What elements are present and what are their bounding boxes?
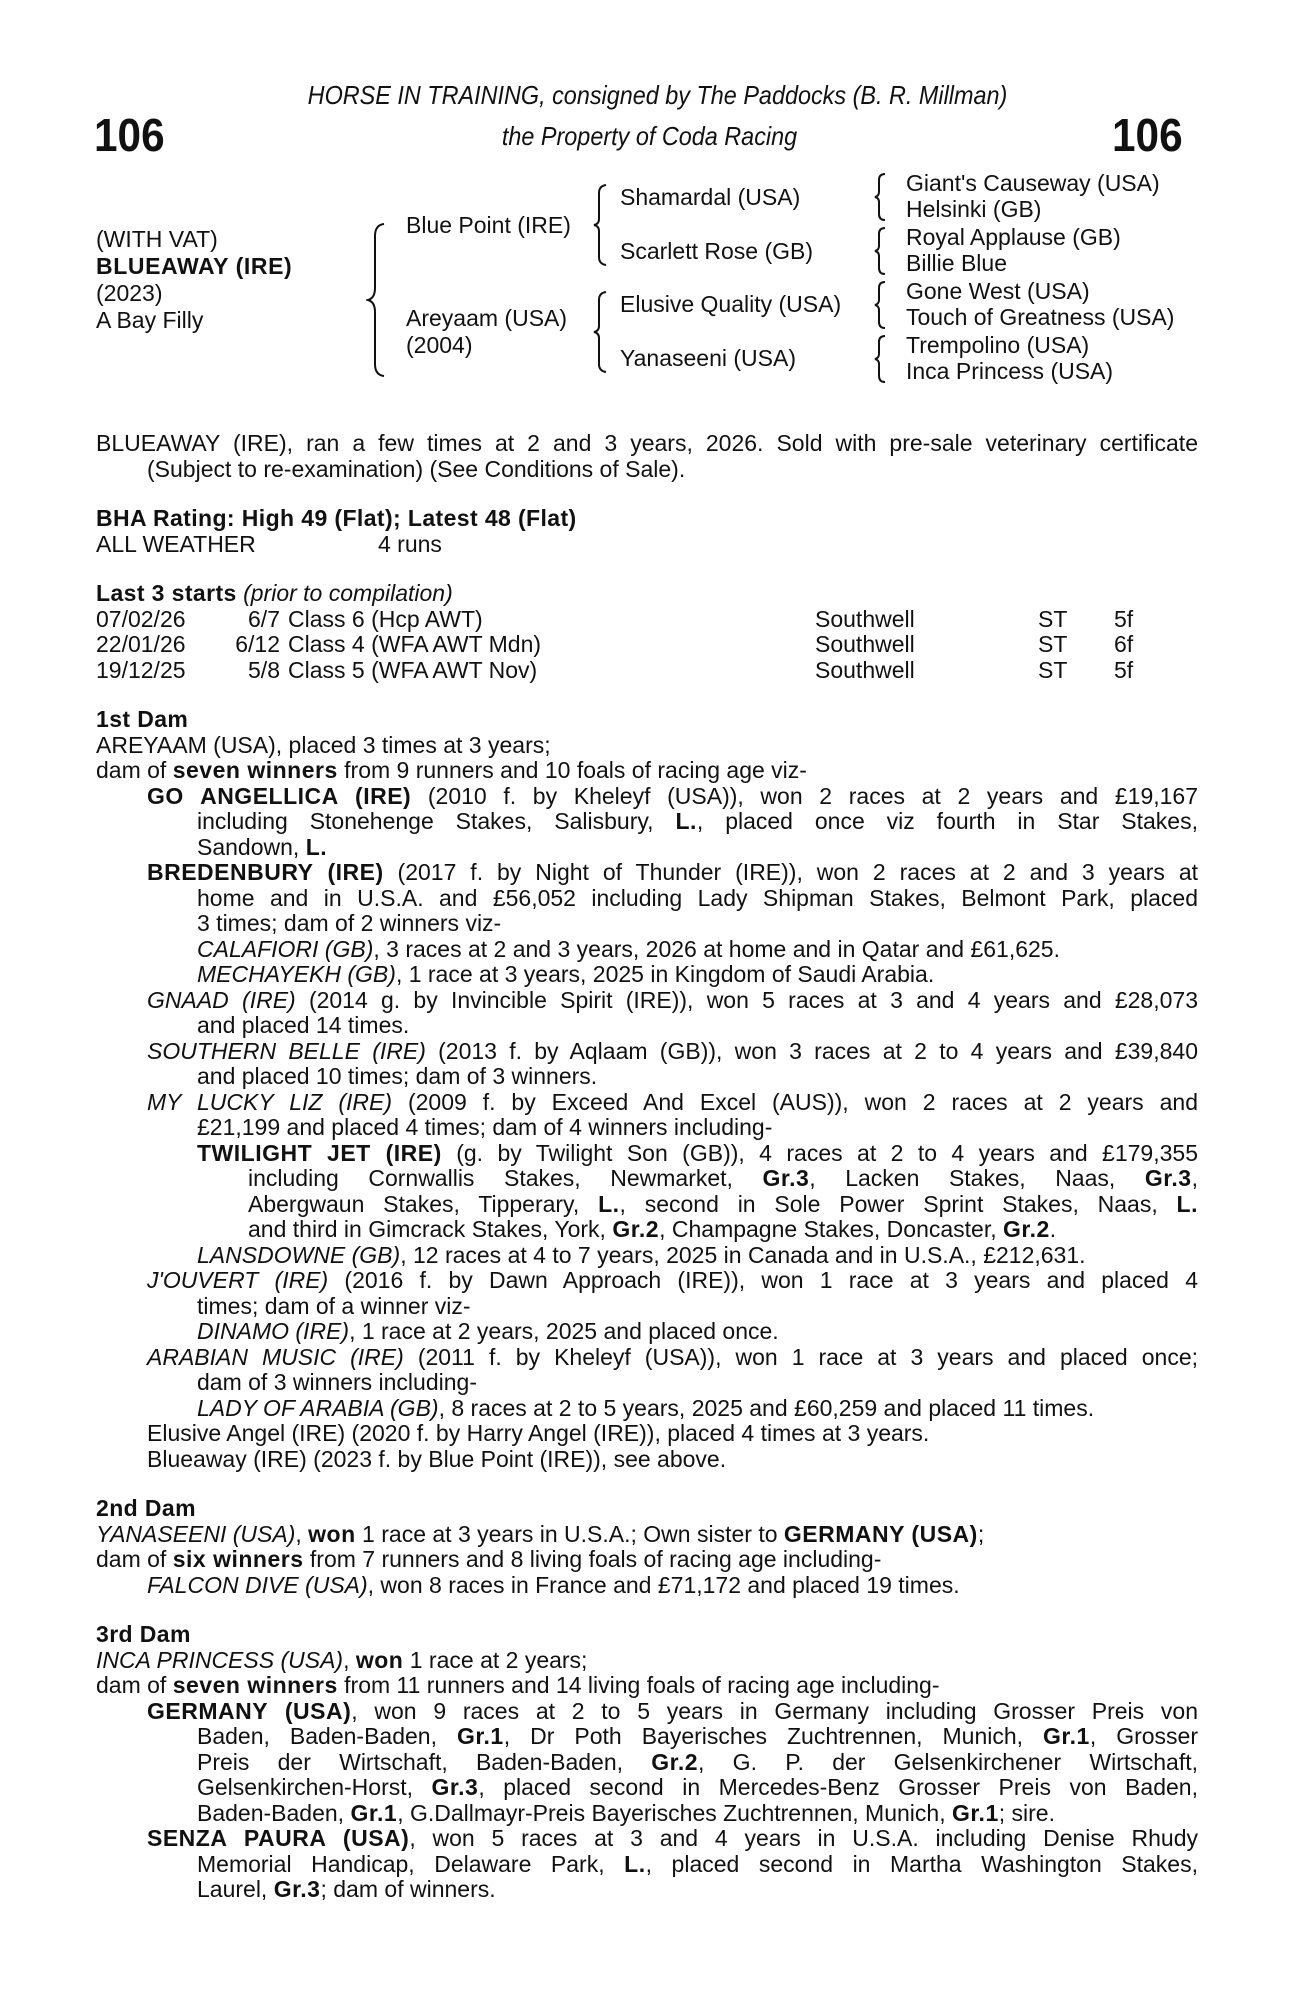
bold-text: Gr.1: [456, 1724, 504, 1749]
start-race: Class 6 (Hcp AWT): [288, 605, 483, 632]
text-segment: , second in Sole Power Sprint Stakes, Naas,: [619, 1191, 1177, 1217]
text-segment: ; dam of winners.: [320, 1876, 496, 1902]
text-segment: , Dr Poth Bayerisches Zuchtrennen, Munich,: [503, 1724, 1044, 1749]
text-segment: dam of 3 winners including-: [197, 1369, 477, 1395]
text-segment: Baden, Baden-Baden,: [197, 1724, 457, 1749]
text-segment: and placed 14 times.: [197, 1012, 410, 1038]
text-line: [96, 1192, 1198, 1218]
horse-name: BLUEAWAY (IRE): [96, 253, 293, 279]
text-line: [96, 1447, 1198, 1473]
section-heading: 3rd Dam: [96, 1621, 191, 1647]
text-line: [96, 733, 1198, 759]
last-starts-note: (prior to compilation): [243, 580, 453, 606]
text-segment: (2009 f. by Exceed And Excel (AUS)), won 2 races at 2 years and: [392, 1089, 1198, 1115]
text-segment: AREYAAM (USA), placed 3 times at 3 years;: [96, 731, 551, 758]
text-segment: £21,199 and placed 4 times; dam of 4 winners including-: [197, 1114, 773, 1140]
text-segment: , G. P. der Gelsenkirchener Wirtschaft,: [698, 1749, 1198, 1775]
bold-text: Gr.2: [651, 1749, 699, 1775]
text-line: [96, 1268, 1198, 1294]
gen3-3: Royal Applause (GB): [906, 224, 1121, 250]
text-line: [96, 1115, 1198, 1141]
start-date: 19/12/25: [96, 656, 186, 683]
last-starts-table: [96, 607, 1198, 684]
horse-year: (2023): [96, 280, 163, 306]
text-line: [96, 962, 1198, 988]
text-line: [96, 1877, 1198, 1903]
text-segment: , 8 races at 2 to 5 years, 2025 and £60,259 and placed 11 times.: [438, 1394, 1095, 1421]
text-line: [96, 1090, 1198, 1116]
pedigree-brace-g3-2: [873, 226, 889, 276]
text-line: [96, 1396, 1198, 1422]
italic-text: MECHAYEKH (GB): [197, 961, 396, 987]
surface-label: ALL WEATHER: [96, 530, 256, 557]
text-line: [96, 1243, 1198, 1269]
text-segment: Laurel,: [197, 1876, 274, 1902]
dam-year: (2004): [406, 332, 473, 358]
text-segment: Preis der Wirtschaft, Baden-Baden,: [197, 1749, 652, 1775]
gen3-6: Touch of Greatness (USA): [906, 304, 1175, 330]
text-line: [96, 835, 1198, 861]
text-segment: , won 5 races at 3 and 4 years in U.S.A. including Denise Rhudy: [409, 1826, 1198, 1851]
text-segment: dam of: [96, 1546, 173, 1572]
text-segment: ,: [1191, 1166, 1198, 1191]
text-line: [96, 911, 1198, 937]
bold-text: seven winners: [172, 757, 338, 783]
gen3-1: Giant's Causeway (USA): [906, 170, 1160, 196]
start-distance: 6f: [1114, 631, 1134, 657]
sire-sire: Shamardal (USA): [620, 184, 801, 210]
text-segment: , won 8 races in France and £71,172 and placed 19 times.: [367, 1571, 960, 1598]
text-line: [96, 1294, 1198, 1320]
start-position: 5/8: [248, 656, 280, 683]
gen3-8: Inca Princess (USA): [906, 358, 1114, 384]
text-line: [96, 1370, 1198, 1396]
bha-rating: BHA Rating: High 49 (Flat); Latest 48 (Flat): [96, 505, 577, 531]
start-distance: 5f: [1114, 605, 1134, 632]
text-line: [96, 1775, 1198, 1801]
bold-text: Gr.2: [612, 1216, 660, 1242]
property-line: the Property of Coda Racing: [501, 121, 798, 151]
pedigree-brace-g3-4: [873, 334, 889, 384]
text-segment: , Lacken Stakes, Naas,: [809, 1166, 1145, 1191]
dam-dam: Yanaseeni (USA): [620, 345, 796, 371]
text-line: [96, 1013, 1198, 1039]
text-segment: 1 race at 2 years;: [403, 1646, 588, 1673]
text-line: [96, 809, 1198, 835]
last-starts-heading: [96, 581, 1198, 607]
text-segment: including Cornwallis Stakes, Newmarket,: [248, 1166, 763, 1191]
pedigree-brace-gen1: [366, 222, 388, 378]
start-position: 6/12: [235, 631, 280, 657]
text-segment: and placed 10 times; dam of 3 winners.: [197, 1063, 598, 1089]
text-segment: (2017 f. by Night of Thunder (IRE)), won 2 races at 2 and 3 years at: [383, 860, 1198, 885]
bold-text: six winners: [172, 1546, 304, 1572]
italic-text: J'OUVERT (IRE): [147, 1268, 329, 1293]
bold-text: Gr.1: [350, 1799, 398, 1826]
bold-text: L.: [675, 809, 697, 834]
start-course: Southwell: [815, 656, 915, 683]
text-line: [96, 758, 1198, 784]
start-distance: 5f: [1114, 656, 1134, 683]
dam-sections: [96, 683, 1198, 1903]
text-segment: ; sire.: [998, 1799, 1055, 1826]
text-segment: (g. by Twilight Son (GB)), 4 races at 2 to 4 years and £179,355: [441, 1140, 1198, 1166]
text-segment: , G.Dallmayr-Preis Bayerisches Zuchtrennen, Munich,: [397, 1799, 952, 1826]
text-segment: (2013 f. by Aqlaam (GB)), won 3 races at 2 to 4 years and £39,840: [425, 1038, 1198, 1064]
text-line: [96, 1750, 1198, 1776]
runs-count: 4 runs: [378, 530, 442, 557]
bold-text: Gr.1: [951, 1799, 999, 1826]
italic-text: GNAAD (IRE): [147, 987, 296, 1013]
start-row: [96, 658, 1198, 684]
text-segment: , 12 races at 4 to 7 years, 2025 in Canada and in U.S.A., £212,631.: [400, 1241, 1086, 1268]
text-segment: home and in U.S.A. and £56,052 including Lady Shipman Stakes, Belmont Park, placed: [197, 885, 1198, 911]
italic-text: LADY OF ARABIA (GB): [197, 1394, 439, 1421]
text-segment: , placed once viz fourth in Star Stakes,: [696, 809, 1198, 834]
section-heading: 1st Dam: [96, 706, 189, 732]
gen3-5: Gone West (USA): [906, 278, 1090, 304]
start-surface: ST: [1038, 656, 1068, 683]
text-segment: , won 9 races at 2 to 5 years in Germany including Grosser Preis von: [351, 1698, 1198, 1724]
text-segment: 3 times; dam of 2 winners viz-: [197, 910, 502, 936]
text-line: [96, 1801, 1198, 1827]
text-segment: .: [1049, 1216, 1057, 1242]
bold-text: GERMANY (USA): [147, 1698, 352, 1724]
bold-text: TWILIGHT JET (IRE): [197, 1140, 442, 1166]
text-line: [96, 784, 1198, 810]
text-line: [96, 1141, 1198, 1167]
bold-text: Gr.3: [431, 1775, 479, 1800]
italic-text: SOUTHERN BELLE (IRE): [147, 1038, 426, 1064]
text-line: [96, 860, 1198, 886]
text-line: [96, 1547, 1198, 1573]
italic-text: INCA PRINCESS (USA): [96, 1646, 344, 1673]
text-line: [96, 1852, 1198, 1878]
start-date: 07/02/26: [96, 605, 186, 632]
start-row: [96, 607, 1198, 633]
start-race: Class 5 (WFA AWT Nov): [288, 656, 538, 683]
text-segment: , Grosser: [1089, 1724, 1198, 1749]
all-weather-row: [96, 532, 1198, 558]
italic-text: DINAMO (IRE): [197, 1318, 350, 1344]
text-segment: (2016 f. by Dawn Approach (IRE)), won 1 race at 3 years and placed 4: [328, 1268, 1198, 1293]
lot-number-right: 106: [1112, 109, 1183, 161]
text-segment: Elusive Angel (IRE) (2020 f. by Harry Angel (IRE)), placed 4 times at 3 years.: [147, 1420, 930, 1446]
start-date: 22/01/26: [96, 631, 186, 657]
bold-text: GO ANGELLICA (IRE): [147, 783, 412, 809]
bold-text: L.: [598, 1191, 620, 1217]
start-row: [96, 632, 1198, 658]
text-segment: , placed second in Martha Washington Stakes,: [645, 1851, 1198, 1877]
start-surface: ST: [1038, 605, 1068, 632]
text-line: [96, 1724, 1198, 1750]
italic-text: YANASEENI (USA): [96, 1520, 296, 1547]
text-line: [96, 1166, 1198, 1192]
pedigree-brace-dam: [592, 290, 610, 374]
text-line: [96, 886, 1198, 912]
text-segment: times; dam of a winner viz-: [197, 1292, 471, 1319]
text-segment: from 11 runners and 14 living foals of racing age including-: [337, 1672, 940, 1698]
bold-text: seven winners: [172, 1672, 338, 1698]
bold-text: Gr.2: [1003, 1216, 1050, 1242]
text-segment: dam of: [96, 757, 173, 783]
text-segment: (2010 f. by Kheleyf (USA)), won 2 races at 2 years and £19,167: [411, 783, 1198, 809]
dam: Areyaam (USA): [406, 305, 568, 331]
text-segment: Memorial Handicap, Delaware Park,: [197, 1851, 625, 1877]
bold-text: Gr.3: [762, 1166, 810, 1191]
section-heading: 2nd Dam: [96, 1495, 196, 1521]
bold-text: Gr.3: [1144, 1166, 1192, 1191]
bold-text: BREDENBURY (IRE): [147, 860, 384, 885]
text-segment: , 1 race at 2 years, 2025 and placed once.: [349, 1318, 779, 1344]
summary-line-1: BLUEAWAY (IRE), ran a few times at 2 and 3 years, 2026. Sold with pre-sale veterinary certificate: [96, 431, 1198, 456]
text-segment: , placed second in Mercedes-Benz Grosser Preis von Baden,: [478, 1775, 1198, 1800]
text-line: [96, 1699, 1198, 1725]
text-segment: Abergwaun Stakes, Tipperary,: [248, 1191, 599, 1217]
text-segment: (2014 g. by Invincible Spirit (IRE)), won 5 races at 3 and 4 years and £28,073: [295, 987, 1198, 1013]
start-race: Class 4 (WFA AWT Mdn): [288, 631, 542, 657]
text-segment: from 9 runners and 10 foals of racing age viz-: [337, 757, 807, 783]
text-segment: , 1 race at 3 years, 2025 in Kingdom of Saudi Arabia.: [395, 961, 935, 987]
last-starts-title: Last 3 starts: [96, 580, 237, 606]
text-line: [96, 1421, 1198, 1447]
text-segment: from 7 runners and 8 living foals of racing age including-: [303, 1546, 882, 1572]
sire-dam: Scarlett Rose (GB): [620, 238, 813, 264]
consignment-line: HORSE IN TRAINING, consigned by The Paddocks (B. R. Millman): [307, 80, 1008, 110]
dam-sire: Elusive Quality (USA): [620, 291, 842, 317]
start-surface: ST: [1038, 631, 1068, 657]
bold-text: won: [355, 1646, 404, 1673]
pedigree-brace-sire: [592, 183, 610, 267]
start-course: Southwell: [815, 605, 915, 632]
text-segment: ,: [295, 1520, 309, 1547]
text-segment: Gelsenkirchen-Horst,: [197, 1775, 432, 1800]
bold-text: GERMANY (USA): [783, 1520, 978, 1547]
text-segment: ,: [343, 1646, 356, 1673]
text-line: [96, 1064, 1198, 1090]
text-segment: (2011 f. by Kheleyf (USA)), won 1 race at 3 years and placed once;: [403, 1344, 1198, 1370]
text-line: [96, 1319, 1198, 1345]
text-segment: , Champagne Stakes, Doncaster,: [659, 1216, 1004, 1242]
text-line: [96, 1345, 1198, 1371]
bold-text: SENZA PAURA (USA): [147, 1826, 410, 1851]
bold-text: L.: [624, 1851, 646, 1877]
text-segment: Sandown,: [197, 833, 306, 860]
text-line: [96, 937, 1198, 963]
text-segment: and third in Gimcrack Stakes, York,: [248, 1216, 613, 1242]
text-line: [96, 1522, 1198, 1548]
bold-text: L.: [305, 833, 328, 860]
horse-description: A Bay Filly: [96, 307, 204, 333]
bold-text: L.: [1176, 1191, 1198, 1217]
italic-text: ARABIAN MUSIC (IRE): [147, 1344, 404, 1370]
text-segment: dam of: [96, 1672, 173, 1698]
text-line: [96, 1039, 1198, 1065]
text-line: [96, 1673, 1198, 1699]
text-line: [96, 1826, 1198, 1852]
gen3-2: Helsinki (GB): [906, 196, 1042, 222]
text-segment: Blueaway (IRE) (2023 f. by Blue Point (IRE)), see above.: [147, 1445, 727, 1472]
lot-number-left: 106: [94, 109, 165, 161]
vat-label: (WITH VAT): [96, 226, 218, 252]
text-line: [96, 1648, 1198, 1674]
start-position: 6/7: [248, 605, 280, 632]
gen3-7: Trempolino (USA): [906, 332, 1090, 358]
text-line: [96, 1217, 1198, 1243]
italic-text: FALCON DIVE (USA): [147, 1571, 368, 1598]
text-line: [96, 988, 1198, 1014]
start-course: Southwell: [815, 631, 915, 657]
bold-text: won: [308, 1520, 356, 1547]
catalogue-body: [96, 431, 1198, 1903]
text-segment: 1 race at 3 years in U.S.A.; Own sister to: [355, 1520, 784, 1547]
pedigree-brace-g3-3: [873, 280, 889, 330]
pedigree-brace-g3-1: [873, 172, 889, 222]
sire: Blue Point (IRE): [406, 212, 571, 238]
text-segment: including Stonehenge Stakes, Salisbury,: [197, 809, 676, 834]
italic-text: MY LUCKY LIZ (IRE): [147, 1089, 393, 1115]
text-segment: , 3 races at 2 and 3 years, 2026 at home and in Qatar and £61,625.: [373, 935, 1060, 962]
text-segment: ;: [977, 1520, 985, 1547]
gen3-4: Billie Blue: [906, 250, 1007, 276]
italic-text: LANSDOWNE (GB): [197, 1241, 401, 1268]
italic-text: CALAFIORI (GB): [197, 935, 374, 962]
text-line: [96, 1573, 1198, 1599]
bold-text: Gr.3: [273, 1876, 321, 1902]
summary-line-2: (Subject to re-examination) (See Conditions of Sale).: [147, 455, 686, 482]
text-segment: Baden-Baden,: [197, 1799, 351, 1826]
bold-text: Gr.1: [1043, 1724, 1090, 1749]
